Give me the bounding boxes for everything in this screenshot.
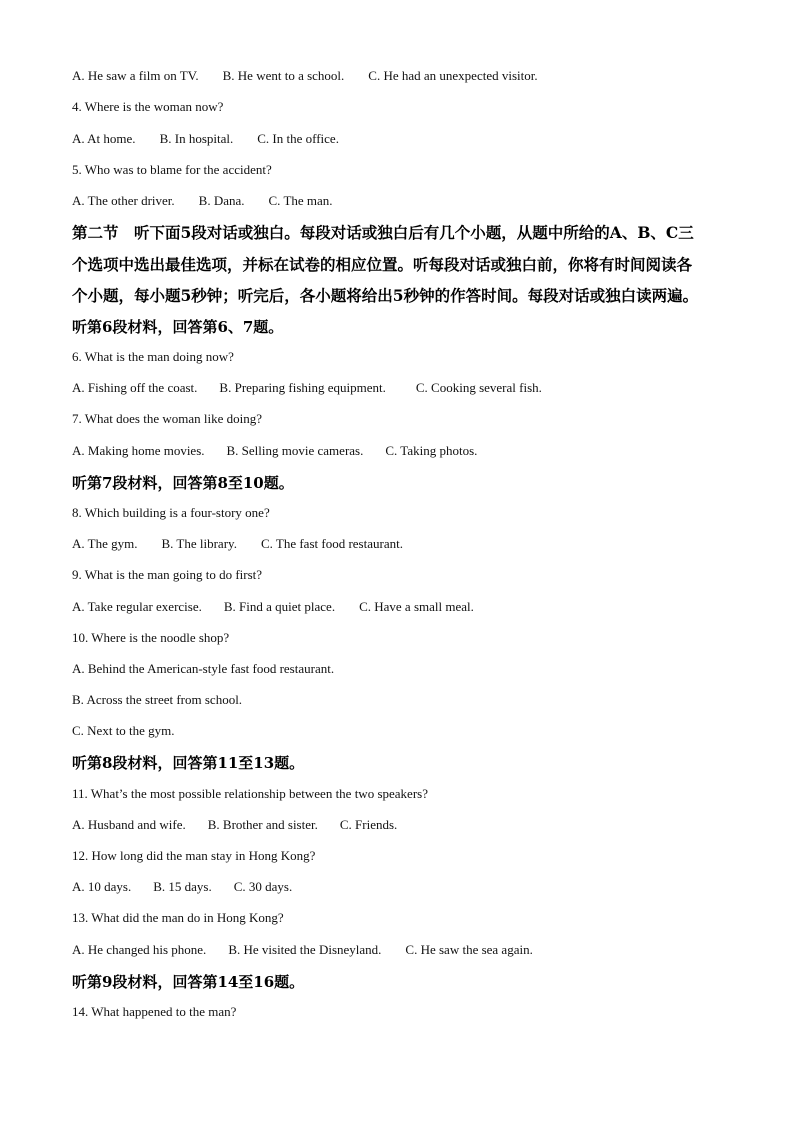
q11-option-a: A. Husband and wife. [72,817,186,832]
q6-option-b: B. Preparing fishing equipment. [219,380,386,395]
q12-question: 12. How long did the man stay in Hong Kong? [72,848,316,863]
q10-question: 10. Where is the noodle shop? [72,630,230,645]
q10-option-a: A. Behind the American-style fast food restaurant. [72,661,335,676]
q14-question: 14. What happened to the man? [72,1004,237,1019]
section2-line-1: 第二节 听下面5段对话或独白。每段对话或独白后有几个小题，从题中所给的A、B、C三 [72,223,694,242]
group6-heading: 听第6段材料，回答第6、7题。 [72,318,284,336]
q11-question: 11. What’s the most possible relationship between the two speakers? [72,786,428,801]
q5-option-c: C. The man. [268,193,333,208]
q13-option-c: C. He saw the sea again. [405,942,533,957]
q7-option-b: B. Selling movie cameras. [226,443,364,458]
q8-option-c: C. The fast food restaurant. [260,536,403,551]
q3-option-b: B. He went to a school. [222,68,345,83]
q7-option-c: C. Taking photos. [385,443,478,458]
q8-option-b: B. The library. [161,536,237,551]
section2-line-3: 个小题，每小题5秒钟；听完后，各小题将给出5秒钟的作答时间。每段对话或独白读两遍。 [72,286,699,305]
q5-question: 5. Who was to blame for the accident? [72,162,272,177]
q13-option-a: A. He changed his phone. [72,942,207,957]
q9-question: 9. What is the man going to do first? [72,567,263,582]
q13-question: 13. What did the man do in Hong Kong? [72,910,284,925]
group9-heading: 听第9段材料，回答第14至16题。 [72,973,305,991]
group8-heading: 听第8段材料，回答第11至13题。 [72,754,305,772]
q4-option-c: C. In the office. [257,131,339,146]
q12-option-c: C. 30 days. [233,879,293,894]
group7-heading: 听第7段材料，回答第8至10题。 [72,474,294,492]
q6-option-a: A. Fishing off the coast. [72,380,198,395]
q5-options [72,193,333,209]
q6-option-c: C. Cooking several fish. [415,380,542,395]
q9-option-c: C. Have a small meal. [359,599,474,614]
q4-options [72,131,339,147]
q13-options [72,942,533,958]
q11-option-b: B. Brother and sister. [207,817,318,832]
q12-option-b: B. 15 days. [153,879,212,894]
q6-question: 6. What is the man doing now? [72,349,234,364]
q5-option-a: A. The other driver. [72,193,175,208]
q10-option-c: C. Next to the gym. [72,723,175,738]
q8-option-a: A. The gym. [72,536,138,551]
section2-line-2: 个选项中选出最佳选项，并标在试卷的相应位置。听每段对话或独白前，你将有时间阅读各 [72,255,693,274]
q7-option-a: A. Making home movies. [72,443,205,458]
q11-option-c: C. Friends. [339,817,398,832]
q3-options [72,68,538,84]
q6-options [72,380,542,396]
q11-options [72,817,397,833]
q9-option-b: B. Find a quiet place. [223,599,336,614]
q8-options [72,536,403,552]
q9-options [72,599,474,615]
q10-option-b: B. Across the street from school. [72,692,243,707]
q7-question: 7. What does the woman like doing? [72,411,263,426]
q9-option-a: A. Take regular exercise. [72,599,202,614]
q5-option-b: B. Dana. [198,193,245,208]
q3-option-c: C. He had an unexpected visitor. [368,68,538,83]
q13-option-b: B. He visited the Disneyland. [228,942,382,957]
q12-options [72,879,292,895]
q3-option-a: A. He saw a film on TV. [72,68,199,83]
q4-question: 4. Where is the woman now? [72,99,224,114]
q7-options [72,443,477,459]
q12-option-a: A. 10 days. [72,879,132,894]
q4-option-b: B. In hospital. [159,131,234,146]
q8-question: 8. Which building is a four-story one? [72,505,270,520]
q4-option-a: A. At home. [72,131,136,146]
